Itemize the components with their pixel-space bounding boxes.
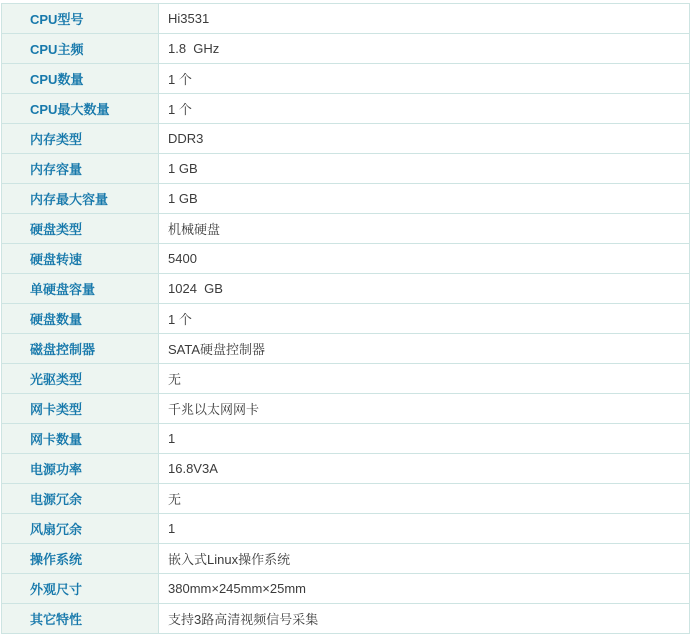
- spec-value: 5400: [159, 244, 690, 274]
- table-row: [2, 154, 690, 184]
- spec-value: 1: [159, 514, 690, 544]
- table-row: [2, 304, 690, 334]
- spec-value: 1 个: [159, 304, 690, 334]
- table-row: [2, 64, 690, 94]
- table-row: [2, 334, 690, 364]
- spec-table: [1, 3, 690, 634]
- spec-label: CPU数量: [2, 64, 159, 94]
- spec-value: 支持3路高清视频信号采集: [159, 604, 690, 634]
- spec-value: 机械硬盘: [159, 214, 690, 244]
- table-row: [2, 604, 690, 634]
- spec-value: 1 GB: [159, 184, 690, 214]
- spec-label: CPU最大数量: [2, 94, 159, 124]
- table-row: [2, 244, 690, 274]
- spec-label: 电源功率: [2, 454, 159, 484]
- spec-label: 硬盘类型: [2, 214, 159, 244]
- table-row: [2, 214, 690, 244]
- spec-value: 无: [159, 364, 690, 394]
- spec-label: 电源冗余: [2, 484, 159, 514]
- table-row: [2, 544, 690, 574]
- spec-label: 操作系统: [2, 544, 159, 574]
- table-row: [2, 274, 690, 304]
- spec-value: 1 GB: [159, 154, 690, 184]
- table-row: [2, 514, 690, 544]
- spec-label: 内存容量: [2, 154, 159, 184]
- spec-value: 无: [159, 484, 690, 514]
- table-row: [2, 454, 690, 484]
- table-row: [2, 424, 690, 454]
- spec-value: 1 个: [159, 64, 690, 94]
- spec-value: 千兆以太网网卡: [159, 394, 690, 424]
- spec-value: 1024 GB: [159, 274, 690, 304]
- spec-label: 网卡类型: [2, 394, 159, 424]
- table-row: [2, 184, 690, 214]
- spec-label: CPU主频: [2, 34, 159, 64]
- spec-value: 1.8 GHz: [159, 34, 690, 64]
- spec-label: 硬盘转速: [2, 244, 159, 274]
- spec-value: 1 个: [159, 94, 690, 124]
- table-row: [2, 484, 690, 514]
- spec-label: 内存类型: [2, 124, 159, 154]
- spec-value: 380mm×245mm×25mm: [159, 574, 690, 604]
- spec-value: DDR3: [159, 124, 690, 154]
- spec-table-body: [2, 4, 690, 634]
- spec-label: 风扇冗余: [2, 514, 159, 544]
- table-row: [2, 34, 690, 64]
- table-row: [2, 94, 690, 124]
- spec-label: 光驱类型: [2, 364, 159, 394]
- spec-label: 内存最大容量: [2, 184, 159, 214]
- spec-label: 磁盘控制器: [2, 334, 159, 364]
- table-row: [2, 4, 690, 34]
- spec-label: CPU型号: [2, 4, 159, 34]
- spec-value: 1: [159, 424, 690, 454]
- spec-value: Hi3531: [159, 4, 690, 34]
- spec-label: 外观尺寸: [2, 574, 159, 604]
- table-row: [2, 124, 690, 154]
- spec-label: 其它特性: [2, 604, 159, 634]
- spec-label: 网卡数量: [2, 424, 159, 454]
- spec-label: 单硬盘容量: [2, 274, 159, 304]
- table-row: [2, 574, 690, 604]
- table-row: [2, 364, 690, 394]
- spec-value: 16.8V3A: [159, 454, 690, 484]
- spec-label: 硬盘数量: [2, 304, 159, 334]
- spec-value: 嵌入式Linux操作系统: [159, 544, 690, 574]
- spec-value: SATA硬盘控制器: [159, 334, 690, 364]
- table-row: [2, 394, 690, 424]
